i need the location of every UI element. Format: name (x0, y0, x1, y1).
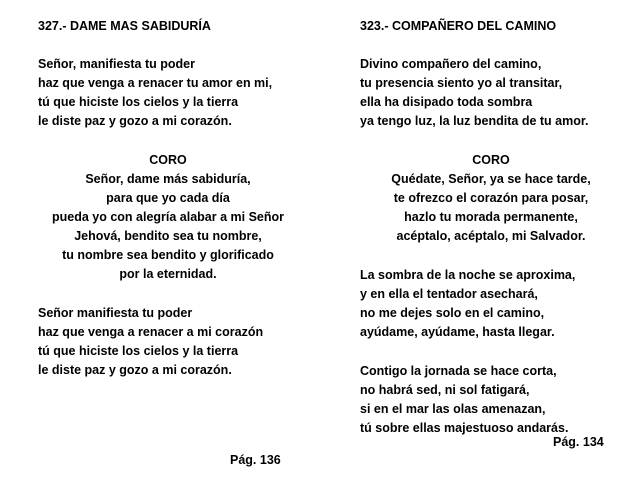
chorus-line: te ofrezco el corazón para posar, (393, 191, 589, 205)
verse-line: tu presencia siento yo al transitar, (360, 76, 563, 90)
verse-line: le diste paz y gozo a mi corazón. (38, 363, 232, 377)
verse-line: Señor manifiesta tu poder (38, 306, 193, 320)
verse-line: le diste paz y gozo a mi corazón. (38, 114, 232, 128)
verse-line: Contigo la jornada se hace corta, (360, 364, 557, 378)
verse-line: y en ella el tentador asechará, (360, 287, 538, 301)
verse-line: ya tengo luz, la luz bendita de tu amor. (360, 114, 589, 128)
verse-line: La sombra de la noche se aproxima, (360, 268, 576, 282)
chorus-line: pueda yo con alegría alabar a mi Señor (51, 210, 285, 224)
chorus-label: CORO (149, 153, 187, 167)
verse-line: haz que venga a renacer a mi corazón (38, 325, 264, 339)
verse-1 (38, 55, 298, 131)
verse-3 (360, 362, 622, 438)
verse-line: si en el mar las olas amenazan, (360, 402, 546, 416)
chorus-line: Señor, dame más sabiduría, (85, 172, 251, 186)
chorus-label: CORO (472, 153, 510, 167)
page-number: Pág. 136 (230, 453, 281, 467)
hymn-title: 323.- COMPAÑERO DEL CAMINO (360, 19, 557, 33)
chorus-line: para que yo cada día (106, 191, 230, 205)
page-number: Pág. 134 (553, 435, 604, 449)
chorus-line: tu nombre sea bendito y glorificado (62, 248, 274, 262)
verse-line: tú que hiciste los cielos y la tierra (38, 344, 239, 358)
verse-line: no habrá sed, ni sol fatigará, (360, 383, 530, 397)
hymn-323 (360, 17, 622, 438)
verse-line: ayúdame, ayúdame, hasta llegar. (360, 325, 555, 339)
verse-line: Divino compañero del camino, (360, 57, 542, 71)
verse-line: tú que hiciste los cielos y la tierra (38, 95, 239, 109)
hymn-327 (38, 17, 298, 380)
chorus (360, 151, 622, 246)
verse-2 (38, 304, 298, 380)
verse-line: no me dejes solo en el camino, (360, 306, 545, 320)
chorus-line: Quédate, Señor, ya se hace tarde, (391, 172, 591, 186)
verse-1 (360, 55, 622, 131)
chorus-line: por la eternidad. (119, 267, 217, 281)
chorus (38, 151, 298, 284)
chorus-line: Jehová, bendito sea tu nombre, (74, 229, 262, 243)
chorus-line: acéptalo, acéptalo, mi Salvador. (396, 229, 586, 243)
verse-line: ella ha disipado toda sombra (360, 95, 533, 109)
verse-line: Señor, manifiesta tu poder (38, 57, 195, 71)
chorus-line: hazlo tu morada permanente, (404, 210, 578, 224)
verse-line: tú sobre ellas majestuoso andarás. (360, 421, 569, 435)
verse-line: haz que venga a renacer tu amor en mi, (38, 76, 273, 90)
verse-2 (360, 266, 622, 342)
hymn-title: 327.- DAME MAS SABIDURÍA (38, 19, 211, 33)
